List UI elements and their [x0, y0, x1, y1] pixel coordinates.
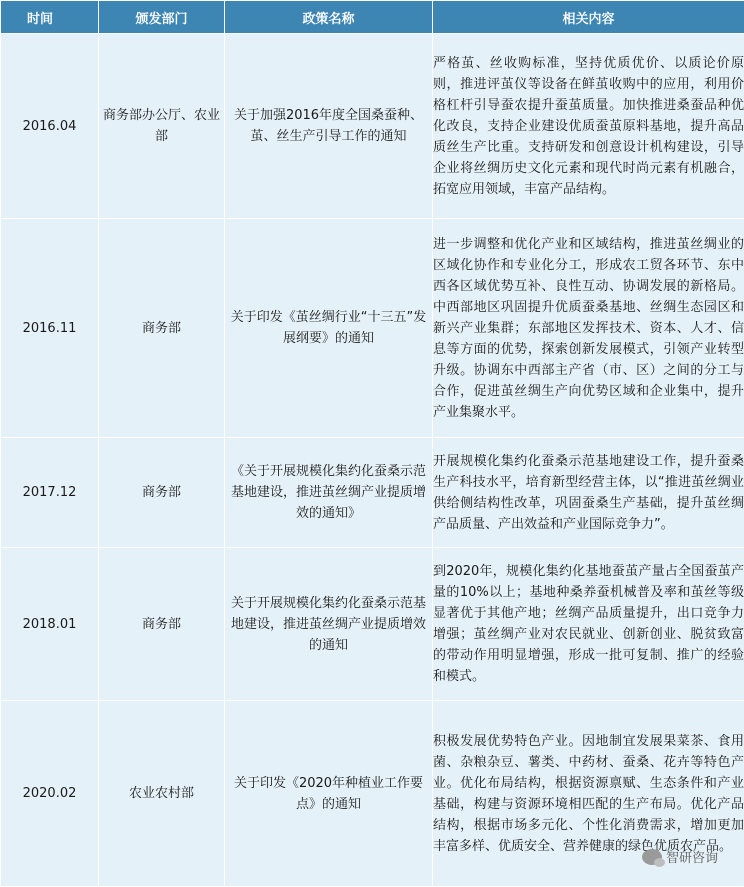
- cell-time: 2018.01: [1, 548, 99, 701]
- cell-content: 积极发展优势特色产业。因地制宜发展果菜茶、食用菌、杂粮杂豆、薯类、中药材、蚕桑、花卉等特色产业。优化布局结构，根据资源禀赋、生态条件和产业基础，构建与资源环境相匹配的生产布局。优化产品结构，根据市场多元化、个性化消费需求，增加更加丰富多样、优质安全、营养健康的绿色优质农产品。: [433, 701, 744, 887]
- cell-time: 2017.12: [1, 438, 99, 548]
- cell-time: 2020.02: [1, 701, 99, 887]
- table-row: [1, 34, 744, 219]
- header-content: 相关内容: [433, 1, 744, 34]
- cell-policy-name: 关于印发《茧丝绸行业“十三五”发展纲要》的通知: [225, 219, 433, 438]
- cell-department: 农业农村部: [99, 701, 225, 887]
- cell-department: 商务部: [99, 438, 225, 548]
- cell-policy-name: 关于加强2016年度全国桑蚕种、茧、丝生产引导工作的通知: [225, 34, 433, 219]
- cell-department: 商务部: [99, 548, 225, 701]
- table-row: [1, 548, 744, 701]
- cell-content: 开展规模化集约化蚕桑示范基地建设工作，提升蚕桑生产科技水平，培育新型经营主体，以“推进茧丝绸业供给侧结构性改革，巩固蚕桑生产基础，提升茧丝绸产品质量、产出效益和产业国际竞争力”。: [433, 438, 744, 548]
- header-policy-name: 政策名称: [225, 1, 433, 34]
- wechat-logo-icon: [642, 849, 662, 865]
- cell-policy-name: 关于印发《2020年种植业工作要点》的通知: [225, 701, 433, 887]
- cell-department: 商务部: [99, 219, 225, 438]
- header-department: 颁发部门: [99, 1, 225, 34]
- cell-time: 2016.04: [1, 34, 99, 219]
- cell-content: 到2020年，规模化集约化基地蚕茧产量占全国蚕茧产量的10%以上；基地种桑养蚕机械普及率和茧丝等级显著优于其他产地；丝绸产品质量提升，出口竞争力增强；茧丝绸产业对农民就业、创新创业、脱贫致富的带动作用明显增强，形成一批可复制、推广的经验和模式。: [433, 548, 744, 701]
- cell-content: 严格茧、丝收购标准，坚持优质优价、以质论价原则，推进评茧仪等设备在鲜茧收购中的应用，利用价格杠杆引导蚕农提升蚕茧质量。加快推进桑蚕品种优化改良，支持企业建设优质蚕茧原料基地，提升高品质丝生产比重。支持研发和创意设计机构建设，引导企业将丝绸历史文化元素和现代时尚元素有机融合，拓宽应用领域，丰富产品结构。: [433, 34, 744, 219]
- header-time: 时间: [1, 1, 99, 34]
- cell-policy-name: 关于开展规模化集约化蚕桑示范基地建设，推进茧丝绸产业提质增效的通知: [225, 548, 433, 701]
- cell-time: 2016.11: [1, 219, 99, 438]
- table-row: [1, 438, 744, 548]
- watermark: [642, 847, 718, 866]
- table-header-row: [1, 1, 744, 34]
- cell-policy-name: 《关于开展规模化集约化蚕桑示范基地建设，推进茧丝绸产业提质增效的通知》: [225, 438, 433, 548]
- cell-content: 进一步调整和优化产业和区域结构，推进茧丝绸业的区域化协作和专业化分工，形成农工贸各环节、东中西各区域优势互补、良性互动、协调发展的新格局。中西部地区巩固提升优质蚕桑基地、丝绸生态园区和新兴产业集群；东部地区发挥技术、资本、人才、信息等方面的优势，探索创新发展模式，引领产业转型升级。协调东中西部主产省（市、区）之间的分工与合作，促进茧丝绸生产向优势区域和企业集中，提升产业集聚水平。: [433, 219, 744, 438]
- table-row: [1, 219, 744, 438]
- table-row: [1, 701, 744, 887]
- cell-department: 商务部办公厅、农业部: [99, 34, 225, 219]
- watermark-text: 智研咨询: [666, 847, 718, 866]
